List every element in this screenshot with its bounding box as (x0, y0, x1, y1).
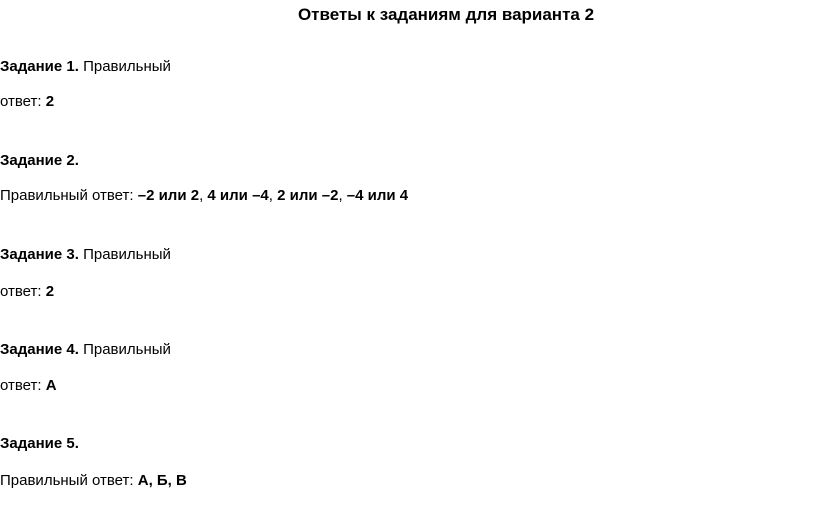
task-2-answer-line (0, 186, 408, 206)
task-2-answer-separator: , (338, 187, 347, 204)
task-4-heading-line (0, 340, 171, 360)
task-2-answer-separator: , (199, 187, 208, 204)
task-5-answer-prefix: Правильный ответ: (0, 472, 138, 489)
task-3-heading: Задание 3. (0, 246, 79, 263)
task-2-answer-part: –2 или 2 (137, 187, 200, 204)
task-2-answer-part: –4 или 4 (346, 187, 409, 204)
task-4-answer-prefix: ответ: (0, 377, 46, 394)
task-3-answer-prefix: ответ: (0, 283, 46, 300)
task-1-answer-line (0, 92, 54, 112)
task-2-answer-part: 2 или –2 (277, 187, 339, 204)
task-1-heading-tail: Правильный (78, 58, 171, 75)
task-4-answer-line (0, 376, 57, 396)
task-5-answer-line (0, 471, 187, 491)
document-title: Ответы к заданиям для варианта 2 (297, 5, 595, 24)
task-5-heading: Задание 5. (0, 435, 79, 452)
task-5-heading-line (0, 434, 79, 454)
task-3-answer-line (0, 282, 54, 302)
task-4-heading-tail: Правильный (78, 341, 171, 358)
task-2-answer-separator: , (268, 187, 278, 204)
task-3-heading-tail: Правильный (78, 246, 171, 263)
task-1-heading: Задание 1. (0, 58, 79, 75)
task-2-heading-line (0, 151, 79, 171)
task-2-answer-part: 4 или –4 (207, 187, 269, 204)
task-3-answer: 2 (45, 283, 55, 300)
task-4-heading: Задание 4. (0, 341, 79, 358)
task-2-heading: Задание 2. (0, 152, 79, 169)
task-1-answer: 2 (45, 93, 55, 110)
task-1-answer-prefix: ответ: (0, 93, 46, 110)
task-5-answer: А, Б, В (137, 472, 187, 489)
task-2-answer-prefix: Правильный ответ: (0, 187, 138, 204)
task-4-answer: А (45, 377, 57, 394)
task-1-heading-line (0, 57, 171, 77)
task-3-heading-line (0, 245, 171, 265)
